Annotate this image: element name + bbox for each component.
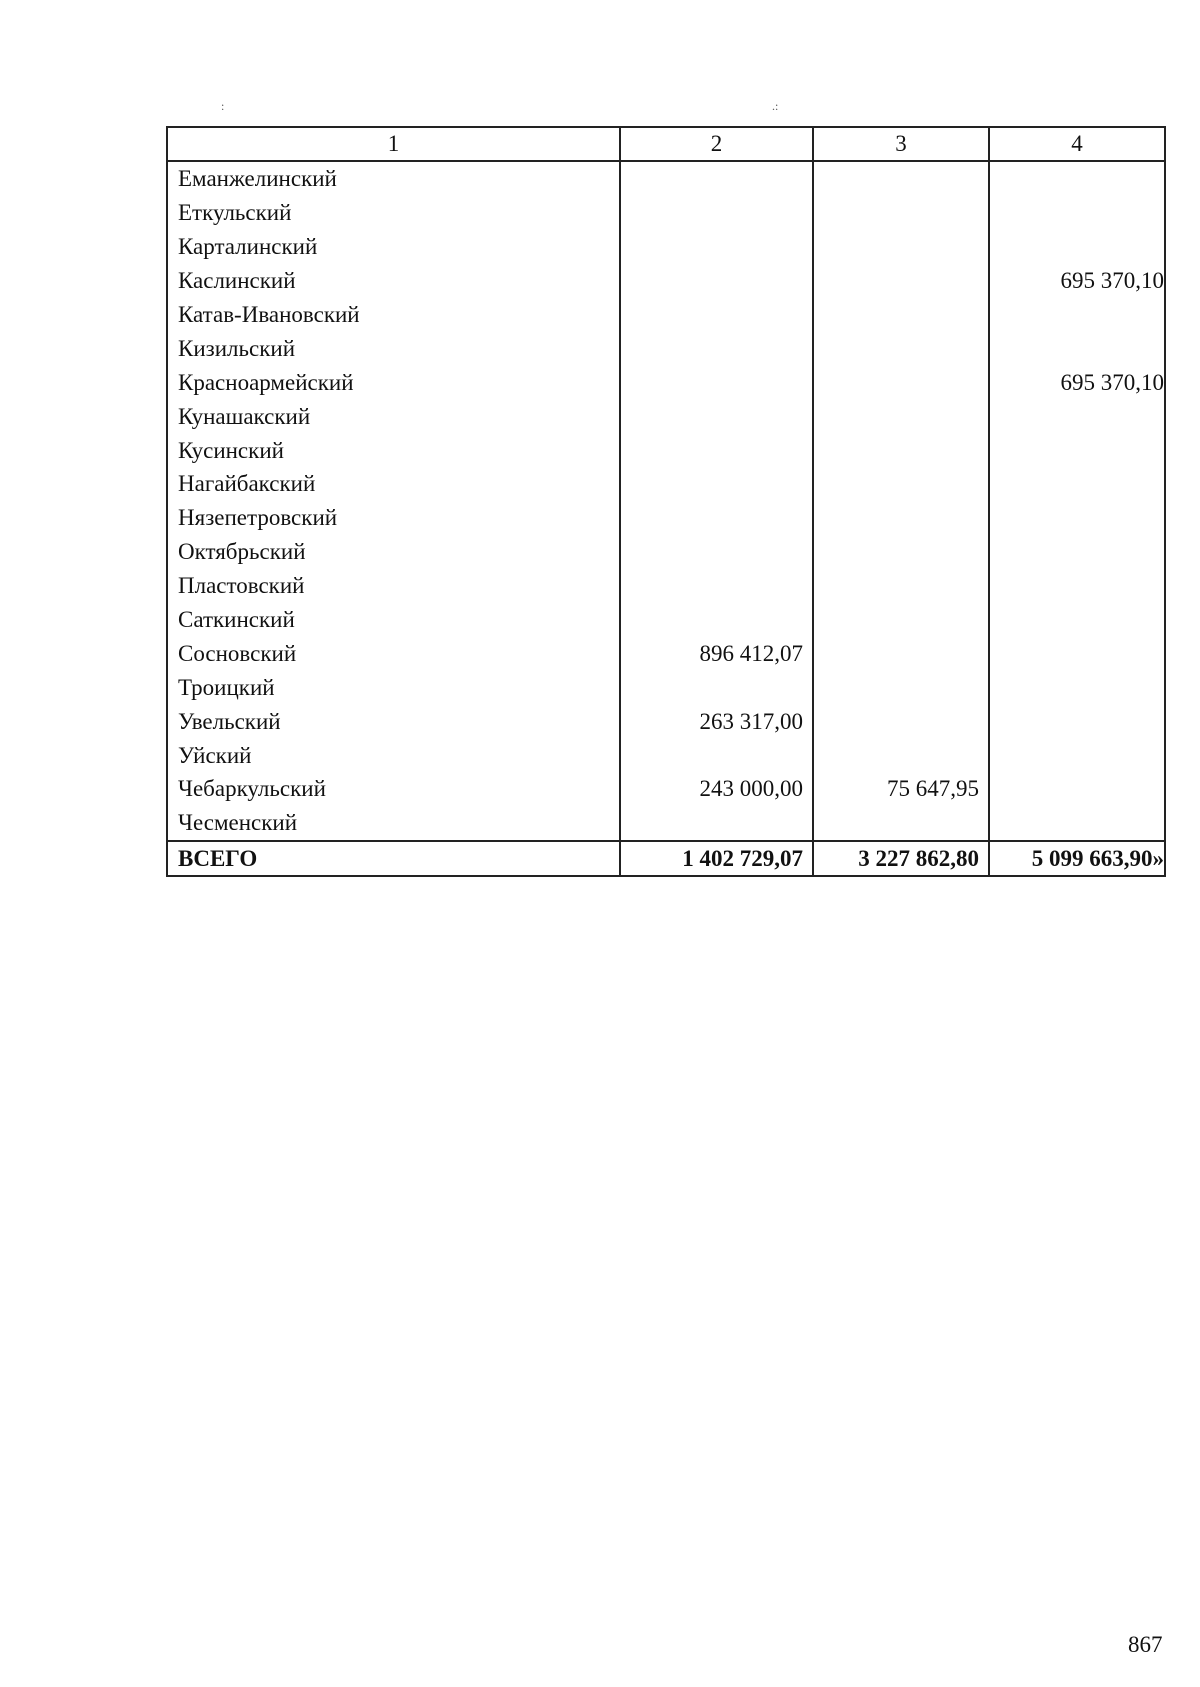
value-col3 [813, 501, 989, 535]
value-col3 [813, 467, 989, 501]
district-name: Саткинский [167, 603, 620, 637]
value-col3 [813, 569, 989, 603]
value-col3 [813, 704, 989, 738]
district-name: Октябрьский [167, 535, 620, 569]
value-col3 [813, 196, 989, 230]
value-col3 [813, 230, 989, 264]
value-col3 [813, 636, 989, 670]
column-header: 4 [989, 127, 1165, 161]
table-row [167, 467, 1165, 501]
value-col3 [813, 535, 989, 569]
total-col4: 5 099 663,90» [989, 841, 1165, 876]
total-col3: 3 227 862,80 [813, 841, 989, 876]
district-name: Кизильский [167, 331, 620, 365]
value-col2 [620, 365, 813, 399]
district-name: Кусинский [167, 433, 620, 467]
value-col4 [989, 196, 1165, 230]
table-row [167, 603, 1165, 637]
value-col2: 896 412,07 [620, 636, 813, 670]
value-col4 [989, 636, 1165, 670]
table-row [167, 298, 1165, 332]
total-label: ВСЕГО [167, 841, 620, 876]
district-name: Пластовский [167, 569, 620, 603]
table-row [167, 433, 1165, 467]
table-row [167, 806, 1165, 841]
total-row [167, 841, 1165, 876]
district-name: Уйский [167, 738, 620, 772]
value-col2 [620, 161, 813, 196]
value-col3: 75 647,95 [813, 772, 989, 806]
value-col3 [813, 331, 989, 365]
table-row [167, 636, 1165, 670]
value-col3 [813, 806, 989, 841]
value-col4 [989, 670, 1165, 704]
total-col2: 1 402 729,07 [620, 841, 813, 876]
value-col4 [989, 738, 1165, 772]
value-col2 [620, 433, 813, 467]
value-col4: 695 370,10 [989, 264, 1165, 298]
scan-speck: .: [772, 99, 779, 113]
district-name: Карталинский [167, 230, 620, 264]
value-col3 [813, 161, 989, 196]
value-col2 [620, 467, 813, 501]
page-number: 867 [1128, 1632, 1163, 1657]
value-col4 [989, 331, 1165, 365]
table-row [167, 331, 1165, 365]
district-name: Катав-Ивановский [167, 298, 620, 332]
table-row [167, 670, 1165, 704]
value-col2 [620, 298, 813, 332]
value-col3 [813, 365, 989, 399]
value-col4 [989, 535, 1165, 569]
value-col2 [620, 399, 813, 433]
value-col4 [989, 467, 1165, 501]
district-name: Каслинский [167, 264, 620, 298]
value-col4 [989, 161, 1165, 196]
value-col2 [620, 806, 813, 841]
value-col4 [989, 569, 1165, 603]
value-col2: 263 317,00 [620, 704, 813, 738]
district-name: Чесменский [167, 806, 620, 841]
table-row [167, 738, 1165, 772]
table-row [167, 264, 1165, 298]
value-col2 [620, 331, 813, 365]
value-col2 [620, 535, 813, 569]
value-col3 [813, 670, 989, 704]
table-row [167, 501, 1165, 535]
value-col2 [620, 738, 813, 772]
district-name: Еткульский [167, 196, 620, 230]
value-col2: 243 000,00 [620, 772, 813, 806]
value-col4 [989, 399, 1165, 433]
table-row [167, 230, 1165, 264]
column-header: 3 [813, 127, 989, 161]
value-col4 [989, 806, 1165, 841]
value-col2 [620, 670, 813, 704]
table-row [167, 196, 1165, 230]
value-col2 [620, 501, 813, 535]
column-header: 2 [620, 127, 813, 161]
district-name: Увельский [167, 704, 620, 738]
value-col4: 695 370,10 [989, 365, 1165, 399]
value-col2 [620, 230, 813, 264]
table-row [167, 399, 1165, 433]
value-col4 [989, 433, 1165, 467]
value-col4 [989, 298, 1165, 332]
table-row [167, 772, 1165, 806]
value-col2 [620, 196, 813, 230]
value-col3 [813, 264, 989, 298]
value-col2 [620, 603, 813, 637]
value-col4 [989, 603, 1165, 637]
table-row [167, 365, 1165, 399]
table-header-row [167, 127, 1165, 161]
value-col4 [989, 704, 1165, 738]
value-col2 [620, 569, 813, 603]
value-col4 [989, 772, 1165, 806]
district-name: Нагайбакский [167, 467, 620, 501]
table-row [167, 161, 1165, 196]
district-name: Еманжелинский [167, 161, 620, 196]
value-col3 [813, 433, 989, 467]
district-name: Нязепетровский [167, 501, 620, 535]
district-name: Троицкий [167, 670, 620, 704]
column-header: 1 [167, 127, 620, 161]
table-row [167, 569, 1165, 603]
district-name: Кунашакский [167, 399, 620, 433]
value-col4 [989, 501, 1165, 535]
value-col4 [989, 230, 1165, 264]
district-name: Сосновский [167, 636, 620, 670]
budget-table [166, 126, 1166, 877]
district-name: Красноармейский [167, 365, 620, 399]
value-col3 [813, 603, 989, 637]
value-col3 [813, 298, 989, 332]
value-col3 [813, 399, 989, 433]
table-row [167, 535, 1165, 569]
value-col2 [620, 264, 813, 298]
table-row [167, 704, 1165, 738]
scan-speck: : [221, 99, 225, 113]
district-name: Чебаркульский [167, 772, 620, 806]
value-col3 [813, 738, 989, 772]
